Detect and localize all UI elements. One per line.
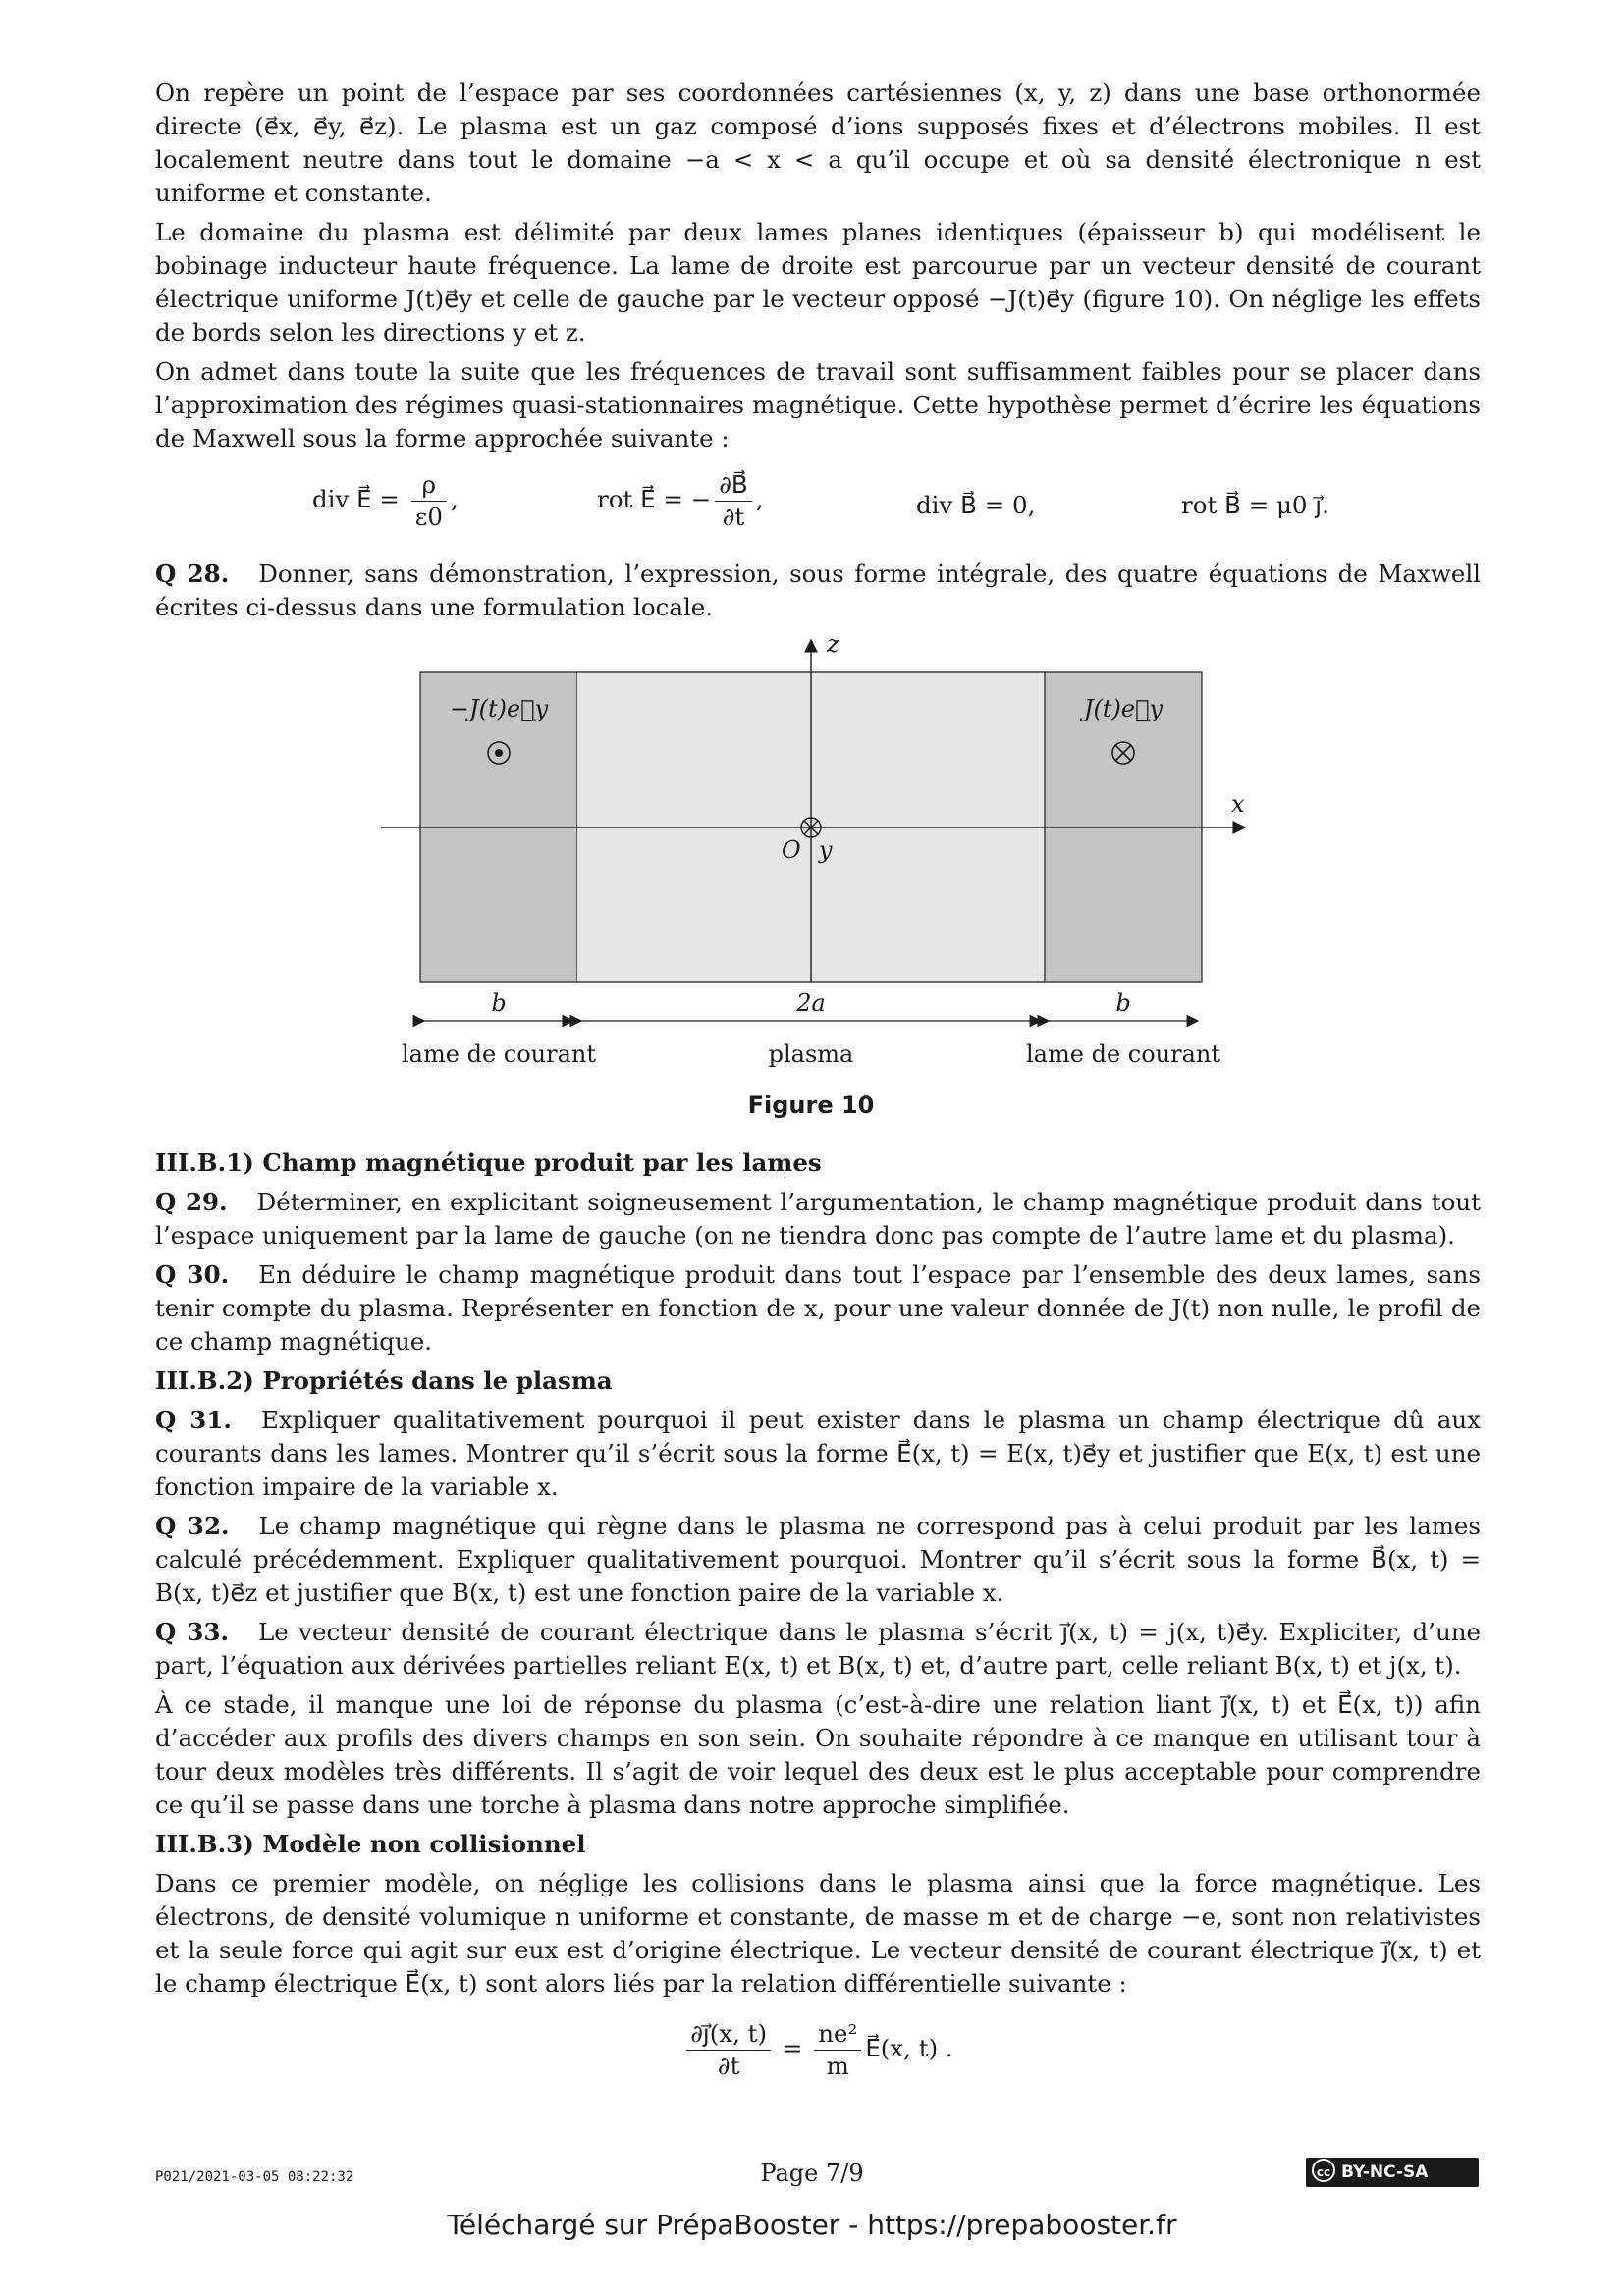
question-31	[155, 1404, 1481, 1504]
q29-label: Q 29.	[155, 1188, 228, 1216]
dim-center-label: 2a	[796, 989, 826, 1017]
intro-paragraph-2: Le domaine du plasma est délimité par deux lames planes identiques (épaisseur b) qui modélisent le bobinage inducteur haute fréquence. La lame de droite est parcourue par un vecteur densité de courant électrique uniforme J(t)e⃗y et celle de gauche par le vecteur opposé −J(t)e⃗y (figure 10). On néglige les effets de bords selon les directions y et z.	[155, 218, 1481, 347]
intro-paragraph-1: On repère un point de l’espace par ses coordonnées cartésiennes (x, y, z) dans une base orthonormée directe (e⃗x, e⃗y, e⃗z). Le plasma est un gaz composé d’ions supposés fixes et d’électrons mobiles. Il est localement neutre dans tout le domaine −a < x < a qu’il occupe et où sa densité électronique n est uniforme et constante.	[155, 79, 1481, 207]
q31-text: Expliquer qualitativement pourquoi il peut exister dans le plasma un champ électrique dû aux courants dans les lames. Montrer qu’il s’écrit sous la forme E⃗(x, t) = E(x, t)e⃗y et justifier que E(x, t) est une fonction impaire de la variable x.	[155, 1406, 1481, 1501]
final-rhs-den: m	[826, 2052, 849, 2080]
page-number: Page 7/9	[760, 2160, 864, 2187]
section-iii-b-2: III.B.2) Propriétés dans le plasma	[155, 1366, 613, 1395]
q32-text: Le champ magnétique qui règne dans le plasma ne correspond pas à celui produit par les lames calculé précédemment. Expliquer qualitativement pourquoi. Montrer qu’il s’écrit sous la forme B⃗(x, t) = B(x, t)e⃗z et justifier que B(x, t) est une fonction paire de la variable x.	[155, 1512, 1481, 1607]
q33-label: Q 33.	[155, 1618, 230, 1646]
maxwell-equations	[155, 469, 1481, 544]
axis-x-label: x	[1231, 790, 1245, 818]
maxwell-faraday	[597, 469, 764, 533]
eq1-num: ρ	[411, 469, 447, 502]
question-32	[155, 1510, 1481, 1610]
page-content	[155, 77, 1481, 2082]
creative-commons-icon: cc	[1312, 2159, 1335, 2182]
figure-caption: Figure 10	[747, 1092, 875, 1119]
relation-j-e	[155, 2018, 1481, 2082]
footer-reference: P021/2021-03-05 08:22:32	[155, 2169, 354, 2185]
final-rhs-fraction	[814, 2018, 861, 2082]
final-lhs-den: ∂t	[717, 2052, 740, 2080]
maxwell-gauss	[312, 469, 459, 533]
eq1-fraction	[411, 469, 447, 533]
question-29	[155, 1186, 1481, 1253]
final-lhs-num: ∂j⃗(x, t)	[686, 2018, 771, 2051]
region-right-label: lame de courant	[1026, 1041, 1220, 1068]
q28-text: Donner, sans démonstration, l’expression, sous forme intégrale, des quatre équations de Maxwell écrites ci-dessus dans une formulation locale.	[155, 560, 1481, 621]
final-rhs-num: ne²	[814, 2018, 861, 2051]
intro-paragraph-3: On admet dans toute la suite que les fréquences de travail sont suffisamment faibles pour se placer dans l’approximation des régimes quasi-stationnaires magnétique. Cette hypothèse permet d’écrire les équations de Maxwell sous la forme approchée suivante :	[155, 357, 1481, 453]
final-equals: =	[775, 2034, 811, 2062]
eq1-left: div E⃗ =	[312, 485, 407, 513]
question-30	[155, 1258, 1481, 1359]
eq2-num: ∂B⃗	[715, 469, 751, 502]
dim-left-label: b	[491, 989, 507, 1017]
maxwell-flux: div B⃗ = 0,	[916, 491, 1036, 519]
q31-label: Q 31.	[155, 1406, 232, 1434]
eq1-den: ε0	[414, 503, 444, 531]
paragraph-model: Dans ce premier modèle, on néglige les collisions dans le plasma ainsi que la force magnétique. Les électrons, de densité volumique n uniforme et constante, de masse m et de charge −e, sont non relativistes et la seule force qui agit sur eux est d’origine électrique. Le vecteur densité de courant électrique j⃗(x, t) et le champ électrique E⃗(x, t) sont alors liés par la relation différentielle suivante :	[155, 1869, 1481, 1998]
q29-text: Déterminer, en explicitant soigneusement l’argumentation, le champ magnétique produit dans tout l’espace uniquement par la lame de gauche (on ne tiendra donc pas compte de l’autre lame et du plasma).	[155, 1188, 1481, 1250]
right-current-label: J(t)e⃗y	[1083, 695, 1164, 722]
axis-z-label: z	[827, 630, 839, 658]
question-33	[155, 1616, 1481, 1682]
region-center-label: plasma	[768, 1041, 854, 1068]
section-iii-b-1: III.B.1) Champ magnétique produit par les lames	[155, 1148, 822, 1177]
figure-10	[155, 630, 1481, 1141]
eq2-fraction	[715, 469, 751, 533]
q28-label: Q 28.	[155, 560, 230, 588]
q32-label: Q 32.	[155, 1512, 230, 1540]
figure-10-diagram	[155, 630, 1481, 1141]
region-left-label: lame de courant	[402, 1041, 596, 1068]
download-source-link[interactable]: Téléchargé sur PrépaBooster - https://prepabooster.fr	[447, 2209, 1177, 2241]
eq2-left: rot E⃗ = −	[597, 485, 712, 513]
origin-label: O	[782, 836, 801, 864]
final-lhs-fraction	[686, 2018, 771, 2082]
left-current-label: −J(t)e⃗y	[449, 695, 549, 722]
axis-y-label: y	[819, 836, 833, 864]
eq2-end: ,	[755, 485, 764, 513]
q30-text: En déduire le champ magnétique produit dans tout l’espace par l’ensemble des deux lames, sans tenir compte du plasma. Représenter en fonction de x, pour une valeur donnée de J(t) non nulle, le profil de ce champ magnétique.	[155, 1260, 1481, 1356]
license-text: BY-NC-SA	[1341, 2163, 1429, 2182]
maxwell-ampere: rot B⃗ = μ0 j⃗.	[1181, 491, 1329, 519]
section-iii-b-3: III.B.3) Modèle non collisionnel	[155, 1830, 586, 1858]
q30-label: Q 30.	[155, 1260, 230, 1289]
paragraph-response-law: À ce stade, il manque une loi de réponse du plasma (c’est-à-dire une relation liant j⃗(x, t) et E⃗(x, t)) afin d’accéder aux profils des divers champs en son sein. On souhaite répondre à ce manque en utilisant tour à tour deux modèles très différents. Il s’agit de voir lequel des deux est le plus acceptable pour comprendre ce qu’il se passe dans une torche à plasma dans notre approche simplifiée.	[155, 1690, 1481, 1819]
final-rhs-end: E⃗(x, t) .	[865, 2034, 953, 2062]
eq2-den: ∂t	[722, 503, 745, 531]
eq1-end: ,	[451, 485, 459, 513]
license-badge[interactable]	[1306, 2158, 1479, 2187]
q33-text: Le vecteur densité de courant électrique dans le plasma s’écrit j⃗(x, t) = j(x, t)e⃗y. Expliciter, d’une part, l’équation aux dérivées partielles reliant E(x, t) et B(x, t) et, d’autre part, celle reliant B(x, t) et j(x, t).	[155, 1618, 1481, 1680]
question-28	[155, 558, 1481, 624]
dim-right-label: b	[1115, 989, 1131, 1017]
